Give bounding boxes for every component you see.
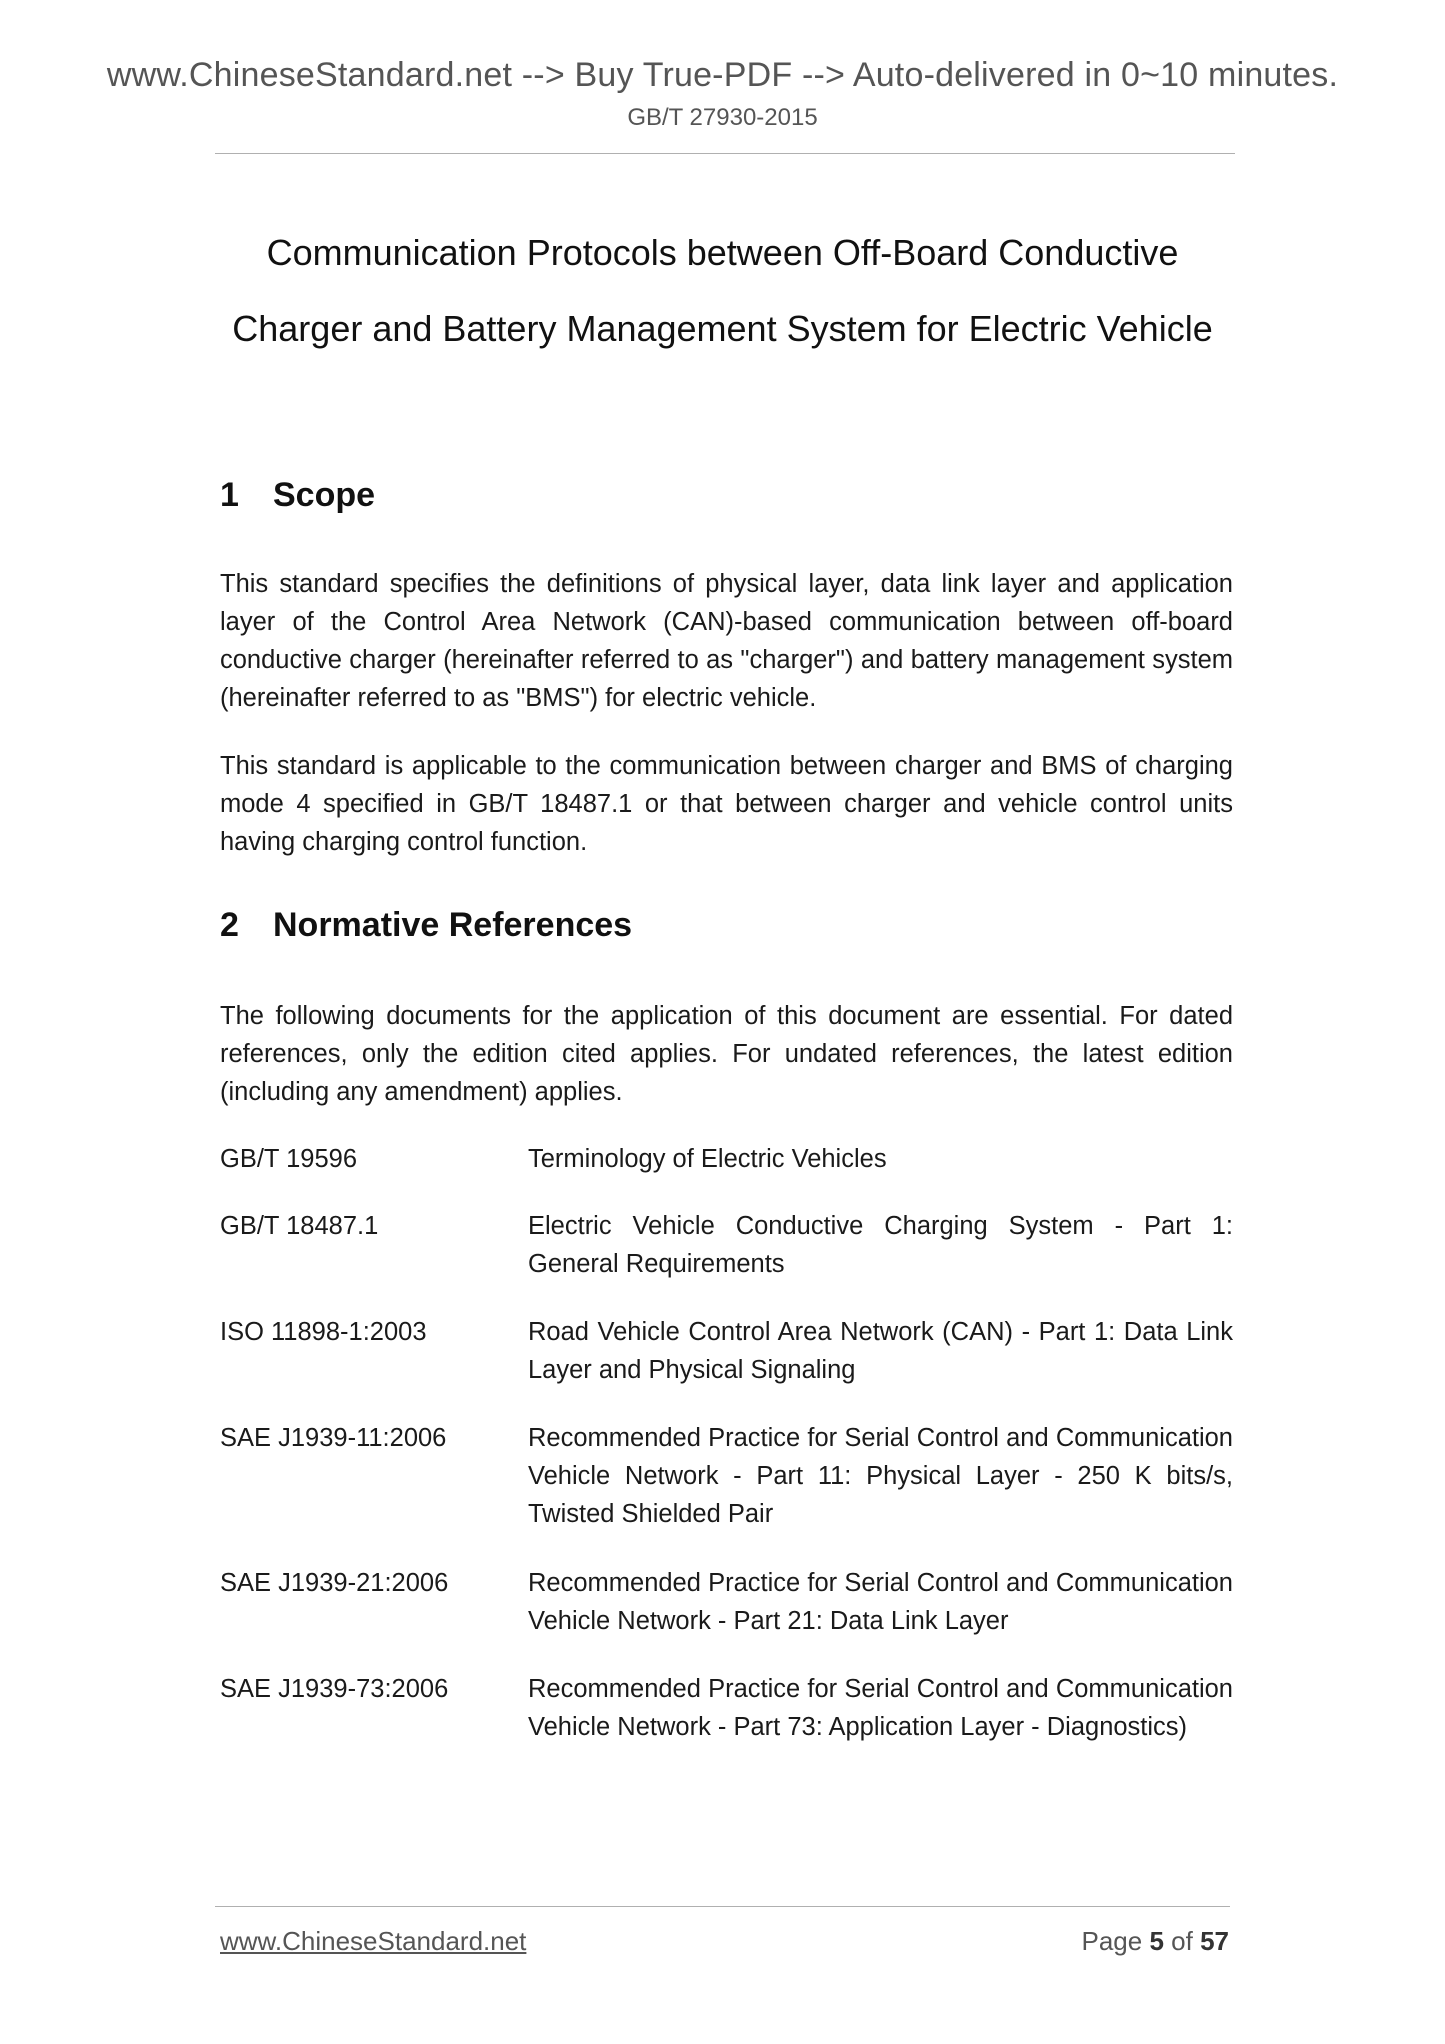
section-number: 1 xyxy=(220,476,239,514)
footer-site-link[interactable]: www.ChineseStandard.net xyxy=(220,1926,527,1956)
reference-title: Electric Vehicle Conductive Charging System - Part 1: General Requirements xyxy=(528,1212,1233,1278)
reference-code: SAE J1939-73:2006 xyxy=(220,1675,449,1703)
scope-paragraph-1: This standard specifies the definitions of physical layer, data link layer and application layer of the Control Area Network (CAN)-based communication between off-board conductive charger (hereinafter referred to as "charger") and battery management system (hereinafter referred to as "BMS") for electric vehicle. xyxy=(220,570,1233,712)
document-title xyxy=(0,215,1445,367)
reference-code: GB/T 18487.1 xyxy=(220,1212,379,1240)
page-total: 57 xyxy=(1200,1926,1229,1956)
section-number: 2 xyxy=(220,906,239,944)
footer-divider xyxy=(215,1906,1230,1907)
references-intro-paragraph: The following documents for the application of this document are essential. For dated references, only the edition cited applies. For undated references, the latest edition (including any amendment) applies. xyxy=(220,1002,1233,1106)
header-divider xyxy=(215,153,1235,154)
document-title-line2: Charger and Battery Management System for Electric Vehicle xyxy=(232,308,1213,349)
section-title: Scope xyxy=(273,476,376,514)
reference-code: ISO 11898-1:2003 xyxy=(220,1318,427,1346)
reference-title: Recommended Practice for Serial Control and Communication Vehicle Network - Part 21: Data Link Layer xyxy=(528,1569,1233,1635)
header-promo: www.ChineseStandard.net --> Buy True-PDF --> Auto-delivered in 0~10 minutes. xyxy=(106,56,1339,94)
document-title-line1: Communication Protocols between Off-Board Conductive xyxy=(266,232,1179,273)
section-heading-normative-references xyxy=(220,906,632,945)
section-heading-scope xyxy=(220,476,375,515)
reference-title: Recommended Practice for Serial Control and Communication Vehicle Network - Part 11: Physical Layer - 250 K bits/s, Twisted Shielded Pair xyxy=(528,1424,1233,1528)
page-prefix: Page xyxy=(1081,1926,1143,1956)
reference-title: Terminology of Electric Vehicles xyxy=(528,1145,887,1173)
section-title: Normative References xyxy=(273,906,633,944)
header-standard-code: GB/T 27930-2015 xyxy=(627,104,818,131)
reference-code: GB/T 19596 xyxy=(220,1145,358,1173)
reference-title: Recommended Practice for Serial Control and Communication Vehicle Network - Part 73: Application Layer - Diagnostics) xyxy=(528,1675,1233,1741)
reference-code: SAE J1939-11:2006 xyxy=(220,1424,447,1452)
reference-code: SAE J1939-21:2006 xyxy=(220,1569,449,1597)
page-current: 5 xyxy=(1149,1926,1164,1956)
page-of: of xyxy=(1171,1926,1193,1956)
reference-title: Road Vehicle Control Area Network (CAN) - Part 1: Data Link Layer and Physical Signaling xyxy=(528,1318,1233,1384)
footer-page-number xyxy=(1081,1926,1229,1957)
scope-paragraph-2: This standard is applicable to the communication between charger and BMS of charging mode 4 specified in GB/T 18487.1 or that between charger and vehicle control units having charging control function. xyxy=(220,752,1233,856)
